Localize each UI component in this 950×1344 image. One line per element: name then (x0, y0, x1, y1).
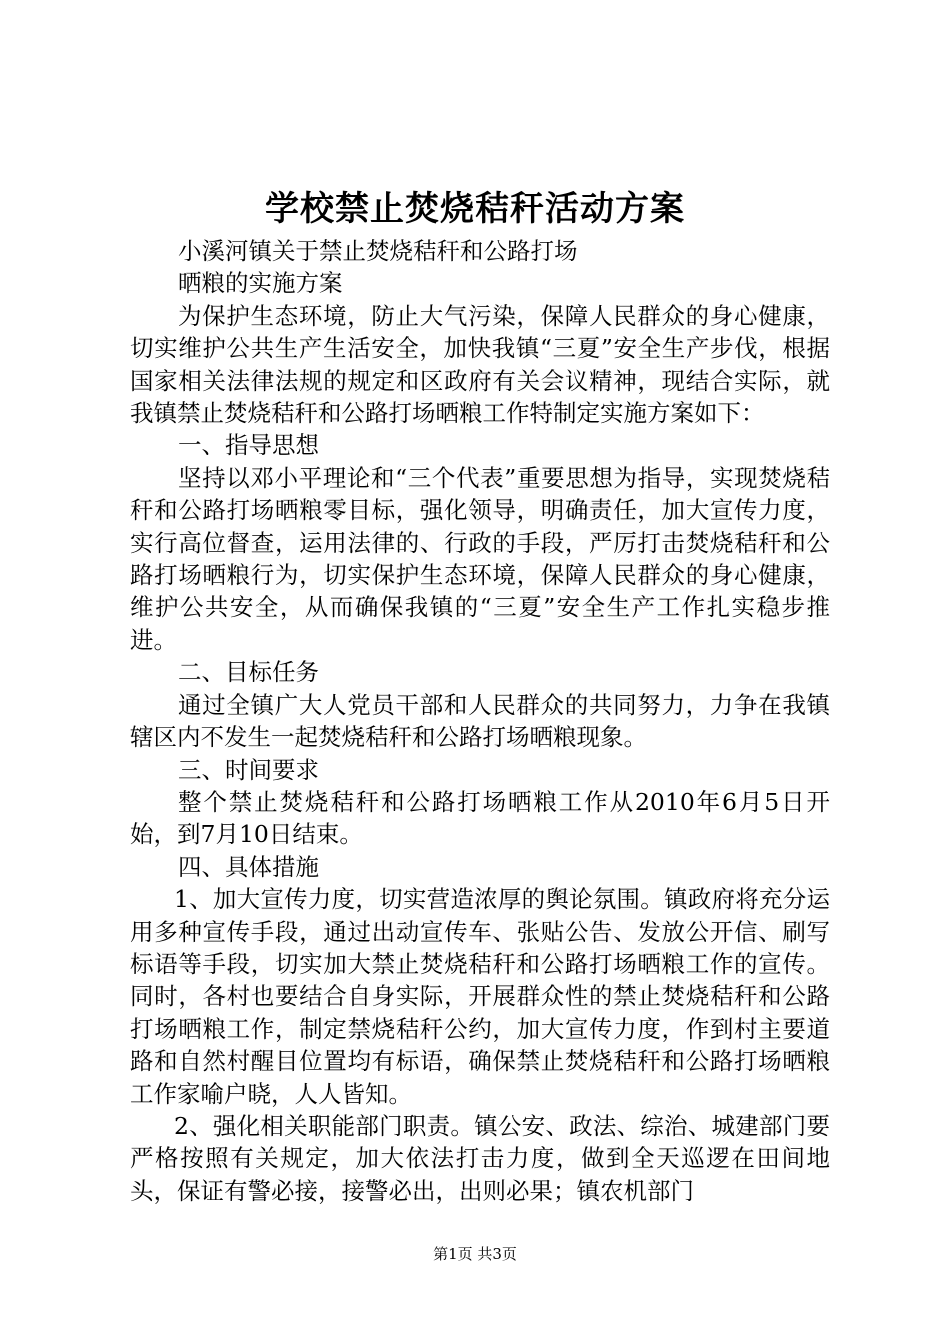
subtitle-line: 晒粮的实施方案 (178, 269, 343, 298)
paragraph: 通过全镇广大人党员干部和人民群众的共同努力，力争在我镇辖区内不发生一起焚烧秸秆和公路打场晒粮现象。 (130, 690, 830, 752)
paragraph: 为保护生态环境，防止大气污染，保障人民群众的身心健康，切实维护公共生产生活安全，加快我镇“三夏”安全生产步伐，根据国家相关法律法规的规定和区政府有关会议精神，现结合实际，就我镇禁止焚烧秸秆和公路打场晒粮工作特制定实施方案如下： (130, 301, 830, 428)
paragraph: 坚持以邓小平理论和“三个代表”重要思想为指导，实现焚烧秸秆和公路打场晒粮零目标，强化领导，明确责任，加大宣传力度，实行高位督查，运用法律的、行政的手段，严厉打击焚烧秸秆和公路打场晒粮行为，切实保护生态环境，保障人民群众的身心健康，维护公共安全，从而确保我镇的“三夏”安全生产工作扎实稳步推进。 (130, 463, 830, 654)
subtitle-line: 小溪河镇关于禁止焚烧秸秆和公路打场 (178, 237, 578, 265)
paragraph: 整个禁止焚烧秸秆和公路打场晒粮工作从2010年6月5日开始，到7月10日结束。 (130, 787, 830, 849)
section-heading: 三、时间要求 (178, 755, 319, 784)
page-footer: 第1页 共3页 (433, 1245, 517, 1263)
document-body (130, 235, 830, 1207)
section-heading: 一、指导思想 (178, 431, 319, 460)
paragraph: 1、加大宣传力度，切实营造浓厚的舆论氛围。镇政府将充分运用多种宣传手段，通过出动宣传车、张贴公告、发放公开信、刷写标语等手段，切实加大禁止焚烧秸秆和公路打场晒粮工作的宣传。同时，各村也要结合自身实际，开展群众性的禁止焚烧秸秆和公路打场晒粮工作，制定禁烧秸秆公约，加大宣传力度，作到村主要道路和自然村醒目位置均有标语，确保禁止焚烧秸秆和公路打场晒粮工作家喻户晓，人人皆知。 (130, 885, 830, 1108)
section-heading: 二、目标任务 (178, 658, 319, 687)
paragraph: 2、强化相关职能部门职责。镇公安、政法、综治、城建部门要严格按照有关规定，加大依法打击力度，做到全天巡逻在田间地头，保证有警必接，接警必出，出则必果；镇农机部门 (130, 1111, 830, 1205)
document-title: 学校禁止焚烧秸秆活动方案 (265, 189, 685, 229)
section-heading: 四、具体措施 (178, 852, 319, 881)
